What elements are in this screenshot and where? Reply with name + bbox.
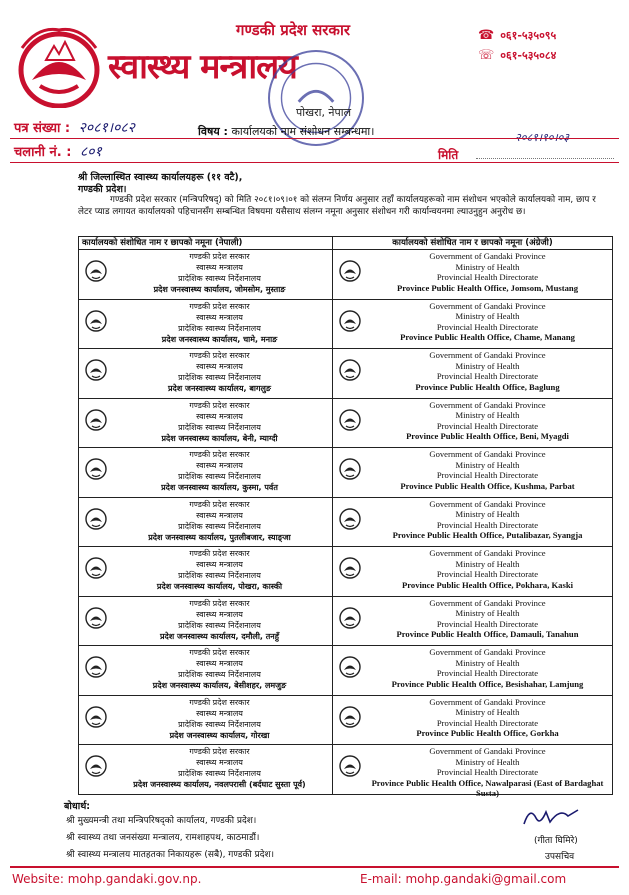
nepali-sample-line: गण्डकी प्रदेश सरकार — [189, 598, 250, 608]
nepali-sample-line: गण्डकी प्रदेश सरकार — [189, 499, 250, 509]
letter-date: २०८१।१०।०३ — [515, 131, 570, 144]
table-header-english: कार्यालयको संशोधित नाम र छापको नमूना (अंग्रेजी) — [333, 237, 613, 250]
fax-icon: ☏ — [478, 48, 495, 63]
nepali-sample-text — [79, 746, 332, 790]
nepali-sample-line: प्रदेश जनस्वास्थ्य कार्यालय, बेनी, म्याग्दी — [161, 433, 278, 443]
english-sample-line: Provincial Health Directorate — [436, 519, 539, 530]
english-sample-line: Province Public Health Office, Beni, Myagdi — [406, 431, 569, 442]
english-sample-line: Provincial Health Directorate — [436, 717, 539, 728]
english-sample-text — [333, 499, 612, 541]
english-sample-line: Province Public Health Office, Nawalparasi (East of Bardaghat Susta) — [371, 777, 604, 799]
english-sample-line: Provincial Health Directorate — [436, 668, 539, 679]
nepali-sample-line: स्वास्थ्य मन्त्रालय — [196, 461, 243, 470]
subject-label: विषय : — [198, 125, 228, 138]
nepali-sample-line: प्रादेशिक स्वास्थ्य निर्देशनालय — [178, 571, 261, 580]
english-sample-line: Government of Gandaki Province — [429, 251, 546, 261]
date-dotted-line — [476, 158, 614, 159]
nepali-sample-text — [79, 251, 332, 295]
nepali-sample-line: प्रदेश जनस्वास्थ्य कार्यालय, जोमसोम, मुस्ताङ — [153, 285, 286, 294]
nepali-sample-cell — [79, 398, 333, 448]
english-sample-cell — [333, 695, 613, 745]
nepali-sample-line: प्रादेशिक स्वास्थ्य निर्देशनालय — [178, 422, 261, 432]
nepali-sample-line: प्रदेश जनस्वास्थ्य कार्यालय, चामे, मनाङ — [161, 334, 278, 344]
table-row — [79, 745, 613, 795]
english-sample-line: Ministry of Health — [455, 410, 520, 421]
nepali-sample-text — [79, 350, 332, 394]
nepali-sample-line: प्रदेश जनस्वास्थ्य कार्यालय, दमौली, तनहुँ — [160, 631, 279, 641]
nepali-sample-line: प्रादेशिक स्वास्थ्य निर्देशनालय — [178, 670, 261, 679]
addressee-line-1: श्री जिल्लास्थित स्वास्थ्य कार्यालयहरू (११ वटै), — [78, 172, 243, 183]
nepali-sample-line: गण्डकी प्रदेश सरकार — [189, 400, 250, 410]
nepali-sample-line: गण्डकी प्रदेश सरकार — [189, 549, 250, 558]
nepali-sample-line: स्वास्थ्य मन्त्रालय — [196, 659, 243, 668]
english-sample-cell — [333, 497, 613, 547]
nepali-sample-line: प्रादेशिक स्वास्थ्य निर्देशनालय — [178, 323, 261, 333]
english-sample-cell — [333, 349, 613, 399]
english-sample-line: Ministry of Health — [455, 756, 520, 767]
english-sample-text — [333, 697, 612, 739]
nepali-sample-line: गण्डकी प्रदेश सरकार — [189, 252, 250, 261]
table-row — [79, 497, 613, 547]
nepali-sample-line: गण्डकी प्रदेश सरकार — [189, 697, 250, 707]
english-sample-line: Government of Gandaki Province — [429, 696, 546, 707]
table-row — [79, 250, 613, 300]
phone-line-1 — [478, 28, 556, 43]
english-sample-line: Provincial Health Directorate — [436, 371, 539, 382]
ministry-title: स्वास्थ्य मन्त्रालय — [108, 47, 297, 87]
cc-item: श्री मुख्यमन्त्री तथा मन्त्रिपरिषद्को कार्यालय, गण्डकी प्रदेश। — [66, 816, 257, 826]
nepali-sample-line: स्वास्थ्य मन्त्रालय — [196, 312, 243, 322]
cc-list — [66, 813, 274, 864]
english-sample-line: Provincial Health Directorate — [436, 569, 539, 580]
english-sample-text — [333, 301, 612, 343]
english-sample-line: Provincial Health Directorate — [436, 618, 539, 629]
nepali-sample-cell — [79, 349, 333, 399]
english-sample-text — [333, 598, 612, 640]
letter-number-value: २०८१।०८२ — [78, 120, 135, 136]
nepali-sample-line: प्रदेश जनस्वास्थ्य कार्यालय, पुतलीबजार, स्याङ्जा — [148, 532, 291, 542]
english-sample-line: Government of Gandaki Province — [429, 449, 546, 459]
english-sample-line: Ministry of Health — [455, 608, 520, 619]
english-sample-line: Ministry of Health — [455, 261, 520, 272]
nepali-sample-line: प्रदेश जनस्वास्थ्य कार्यालय, बागलुङ — [168, 384, 271, 393]
english-sample-line: Ministry of Health — [455, 657, 520, 668]
table-row — [79, 695, 613, 745]
nepali-sample-line: प्रदेश जनस्वास्थ्य कार्यालय, पोखरा, कास्की — [156, 582, 283, 591]
footer-email[interactable]: E-mail: mohp.gandaki@gmail.com — [360, 872, 567, 886]
government-name: गण्डकी प्रदेश सरकार — [236, 21, 350, 39]
cc-item: श्री स्वास्थ्य मन्त्रालय मातहतका निकायहरू (सबै), गण्डकी प्रदेश। — [66, 850, 275, 860]
letter-number-label: पत्र संख्या : — [14, 121, 71, 136]
english-sample-text — [333, 449, 612, 491]
footer-website[interactable]: Website: mohp.gandaki.gov.np. — [12, 872, 202, 886]
table-row — [79, 398, 613, 448]
nepali-sample-line: स्वास्थ्य मन्त्रालय — [196, 758, 243, 767]
nepali-sample-cell — [79, 448, 333, 498]
nepali-sample-text — [79, 400, 332, 444]
english-sample-line: Ministry of Health — [455, 509, 520, 520]
table-header-row — [79, 237, 613, 250]
nepali-sample-line: प्रादेशिक स्वास्थ्य निर्देशनालय — [178, 373, 261, 382]
english-sample-text — [333, 746, 612, 799]
header-divider-2 — [10, 162, 619, 163]
english-sample-cell — [333, 596, 613, 646]
nepali-sample-cell — [79, 695, 333, 745]
dispatch-number-label: चलानी नं. : — [14, 145, 72, 160]
nepali-sample-text — [79, 598, 332, 642]
english-sample-line: Ministry of Health — [455, 360, 520, 371]
table-row — [79, 349, 613, 399]
nepali-sample-line: स्वास्थ्य मन्त्रालय — [196, 362, 243, 371]
signatory-title: उपसचिव — [545, 852, 575, 862]
cc-item: श्री स्वास्थ्य तथा जनसंख्या मन्त्रालय, रामशाहपथ, काठमाडौं। — [66, 833, 260, 843]
nepali-sample-line: गण्डकी प्रदेश सरकार — [189, 450, 250, 459]
nepali-sample-cell — [79, 250, 333, 300]
english-sample-cell — [333, 250, 613, 300]
english-sample-line: Province Public Health Office, Putalibazar, Syangja — [392, 530, 583, 541]
nepali-sample-text — [79, 499, 332, 543]
subject-line — [198, 124, 374, 139]
english-sample-line: Province Public Health Office, Besishahar, Lamjung — [391, 678, 584, 689]
nepali-sample-cell — [79, 547, 333, 597]
subject-text: कार्यालयको नाम संशोधन सम्बन्धमा। — [231, 125, 375, 138]
english-sample-cell — [333, 398, 613, 448]
footer-divider — [10, 866, 619, 868]
table-header-nepali: कार्यालयको संशोधित नाम र छापको नमूना (नेपाली) — [79, 237, 333, 250]
nepali-sample-line: स्वास्थ्य मन्त्रालय — [196, 609, 243, 619]
dispatch-number-row — [14, 142, 102, 161]
nepali-sample-cell — [79, 646, 333, 696]
english-sample-cell — [333, 646, 613, 696]
signatory-name: (गीता घिमिरे) — [534, 836, 578, 846]
nepali-sample-cell — [79, 497, 333, 547]
phone-number-1: ०६१-५३५०९५ — [500, 29, 557, 42]
english-sample-line: Province Public Health Office, Jomsom, Mustang — [396, 282, 578, 293]
nepali-sample-line: गण्डकी प्रदेश सरकार — [189, 301, 250, 311]
letter-paragraph: गण्डकी प्रदेश सरकार (मन्त्रिपरिषद्) को मिति २०८१।०९।०१ को संलग्न निर्णय अनुसार तहाँ कार्यालयहरूको नाम संशोधन भएकोले कार्यालयको नाम, छाप र लेटर प्याड लगायत कार्यालयको पहिचानसँग सम्बन्धित विषयमा यसैसाथ संलग्न नमूना अनुसार संशोधन गरी कार्यान्वयनमा ल्याउनुहुन अनुरोध छ। — [78, 195, 596, 217]
nepali-sample-line: स्वास्थ्य मन्त्रालय — [196, 263, 243, 272]
nepali-sample-text — [79, 647, 332, 691]
nepali-sample-text — [79, 548, 332, 592]
english-sample-line: Province Public Health Office, Baglung — [415, 381, 560, 392]
nepali-sample-line: स्वास्थ्य मन्त्रालय — [196, 708, 243, 718]
letter-number-row — [14, 118, 135, 137]
english-sample-line: Government of Gandaki Province — [429, 498, 546, 509]
english-sample-line: Ministry of Health — [455, 558, 520, 569]
date-label: मिति — [438, 148, 459, 162]
english-sample-line: Government of Gandaki Province — [429, 647, 546, 657]
english-sample-cell — [333, 745, 613, 799]
english-sample-line: Province Public Health Office, Pokhara, Kaski — [402, 579, 573, 590]
english-sample-line: Province Public Health Office, Chame, Manang — [400, 332, 575, 343]
nepali-sample-line: प्रादेशिक स्वास्थ्य निर्देशनालय — [178, 719, 261, 729]
nepali-sample-cell — [79, 299, 333, 349]
english-sample-cell — [333, 547, 613, 597]
ministry-city: पोखरा, नेपाल — [296, 106, 352, 119]
english-sample-line: Government of Gandaki Province — [429, 300, 546, 311]
english-sample-line: Government of Gandaki Province — [429, 597, 546, 608]
table-body — [79, 250, 613, 799]
english-sample-text — [333, 400, 612, 442]
nepali-sample-line: प्रदेश जनस्वास्थ्य कार्यालय, गोरखा — [169, 730, 270, 740]
signature-icon — [520, 804, 582, 830]
english-sample-cell — [333, 299, 613, 349]
english-sample-line: Provincial Health Directorate — [436, 272, 539, 283]
cc-title: बोधार्थ: — [64, 801, 91, 812]
english-sample-line: Province Public Health Office, Gorkha — [416, 728, 559, 739]
addressee-line-2: गण्डकी प्रदेश। — [78, 184, 127, 195]
nepali-sample-line: प्रदेश जनस्वास्थ्य कार्यालय, नवलपरासी (बर्दघाट सुस्ता पूर्व) — [133, 780, 306, 789]
english-sample-line: Provincial Health Directorate — [436, 420, 539, 431]
english-sample-text — [333, 251, 612, 293]
nepali-sample-line: स्वास्थ्य मन्त्रालय — [196, 560, 243, 569]
nepal-emblem-icon — [18, 24, 100, 108]
nepali-sample-line: स्वास्थ्य मन्त्रालय — [196, 411, 243, 421]
english-sample-text — [333, 548, 612, 590]
nepali-sample-text — [79, 301, 332, 345]
office-name-table — [78, 236, 613, 799]
english-sample-line: Provincial Health Directorate — [436, 767, 539, 778]
english-sample-line: Government of Gandaki Province — [429, 548, 546, 558]
dispatch-number-value: ८०१ — [79, 144, 102, 160]
nepali-sample-line: स्वास्थ्य मन्त्रालय — [196, 510, 243, 520]
english-sample-line: Ministry of Health — [455, 459, 520, 470]
english-sample-line: Province Public Health Office, Damauli, Tanahun — [396, 629, 579, 640]
nepali-sample-cell — [79, 596, 333, 646]
nepali-sample-line: प्रादेशिक स्वास्थ्य निर्देशनालय — [178, 769, 261, 778]
nepali-sample-text — [79, 449, 332, 493]
english-sample-line: Government of Gandaki Province — [429, 399, 546, 410]
nepali-sample-cell — [79, 745, 333, 795]
nepali-sample-line: प्रदेश जनस्वास्थ्य कार्यालय, कुस्मा, पर्वत — [161, 483, 278, 492]
table-row — [79, 547, 613, 597]
english-sample-line: Provincial Health Directorate — [436, 470, 539, 481]
table-row — [79, 646, 613, 696]
nepali-sample-line: प्रादेशिक स्वास्थ्य निर्देशनालय — [178, 472, 261, 481]
english-sample-line: Ministry of Health — [455, 311, 520, 322]
phone-number-2: ०६१-५३५०८४ — [500, 49, 557, 62]
english-sample-text — [333, 647, 612, 689]
nepali-sample-line: गण्डकी प्रदेश सरकार — [189, 351, 250, 360]
telephone-icon: ☎ — [478, 28, 495, 43]
table-row — [79, 596, 613, 646]
english-sample-cell — [333, 448, 613, 498]
nepali-sample-line: प्रादेशिक स्वास्थ्य निर्देशनालय — [178, 620, 261, 630]
nepali-sample-text — [79, 697, 332, 741]
english-sample-text — [333, 350, 612, 392]
english-sample-line: Provincial Health Directorate — [436, 321, 539, 332]
table-row — [79, 448, 613, 498]
nepali-sample-line: प्रादेशिक स्वास्थ्य निर्देशनालय — [178, 521, 261, 531]
nepali-sample-line: प्रादेशिक स्वास्थ्य निर्देशनालय — [178, 274, 261, 283]
phone-line-2 — [478, 48, 556, 63]
header-divider-1 — [10, 138, 619, 139]
english-sample-line: Government of Gandaki Province — [429, 746, 546, 756]
english-sample-line: Government of Gandaki Province — [429, 350, 546, 360]
table-row — [79, 299, 613, 349]
english-sample-line: Ministry of Health — [455, 707, 520, 718]
english-sample-line: Province Public Health Office, Kushma, Parbat — [400, 480, 575, 491]
nepali-sample-line: गण्डकी प्रदेश सरकार — [189, 648, 250, 657]
nepali-sample-line: गण्डकी प्रदेश सरकार — [189, 747, 250, 756]
nepali-sample-line: प्रदेश जनस्वास्थ्य कार्यालय, बेसीशहर, लमजुङ — [152, 681, 287, 690]
